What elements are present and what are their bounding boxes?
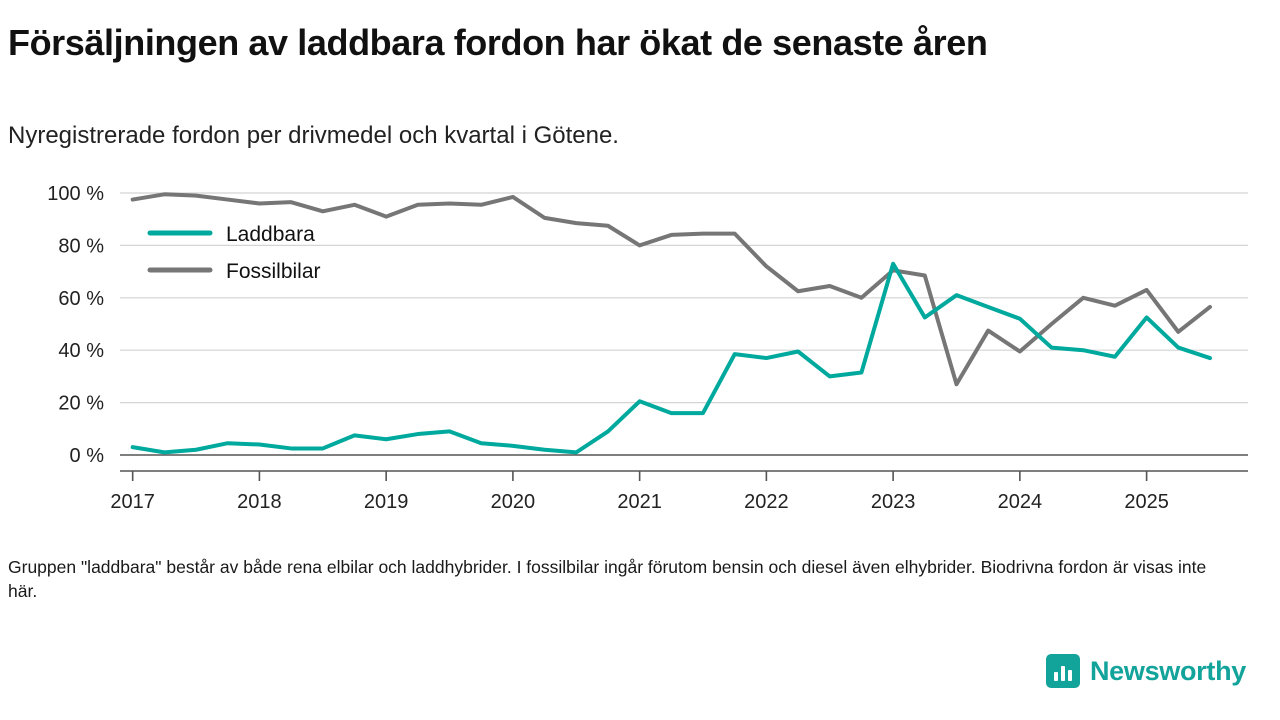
y-tick-label: 80 % [58, 235, 104, 258]
x-tick-label: 2024 [997, 491, 1043, 513]
y-tick-label: 60 % [58, 287, 104, 310]
x-tick-label: 2025 [1124, 491, 1169, 513]
x-axis-tick-labels [110, 491, 1168, 513]
x-tick-label: 2017 [110, 491, 155, 513]
bar-chart-icon [1046, 654, 1080, 688]
y-tick-label: 40 % [58, 340, 104, 363]
page-subtitle: Nyregistrerade fordon per drivmedel och kvartal i Götene. [8, 122, 619, 149]
legend-label: Fossilbilar [226, 260, 321, 283]
x-tick-label: 2018 [237, 491, 282, 513]
x-tick-label: 2022 [744, 491, 789, 513]
x-tick-label: 2021 [617, 491, 662, 513]
brand-name: Newsworthy [1089, 655, 1246, 686]
x-axis [120, 471, 1248, 481]
x-tick-label: 2019 [363, 491, 409, 513]
chart-legend [150, 223, 321, 283]
legend-label: Laddbara [226, 223, 315, 246]
y-tick-label: 100 % [47, 183, 104, 205]
y-tick-label: 0 % [69, 445, 104, 467]
line-chart [0, 165, 1280, 525]
series-line [133, 264, 1210, 453]
x-tick-label: 2020 [490, 491, 536, 513]
chart-svg [0, 165, 1280, 525]
x-tick-label: 2023 [870, 491, 916, 513]
brand-logo [1046, 654, 1246, 688]
chart-footnote: Gruppen "laddbara" består av både rena elbilar och laddhybrider. I fossilbilar ingår förutom bensin och diesel även elhybrider. Biodrivna fordon är visas inte här. [8, 557, 1207, 601]
page-title: Försäljningen av laddbara fordon har ökat de senaste åren [8, 22, 988, 63]
y-tick-label: 20 % [58, 392, 104, 415]
y-axis-tick-labels [47, 183, 104, 467]
